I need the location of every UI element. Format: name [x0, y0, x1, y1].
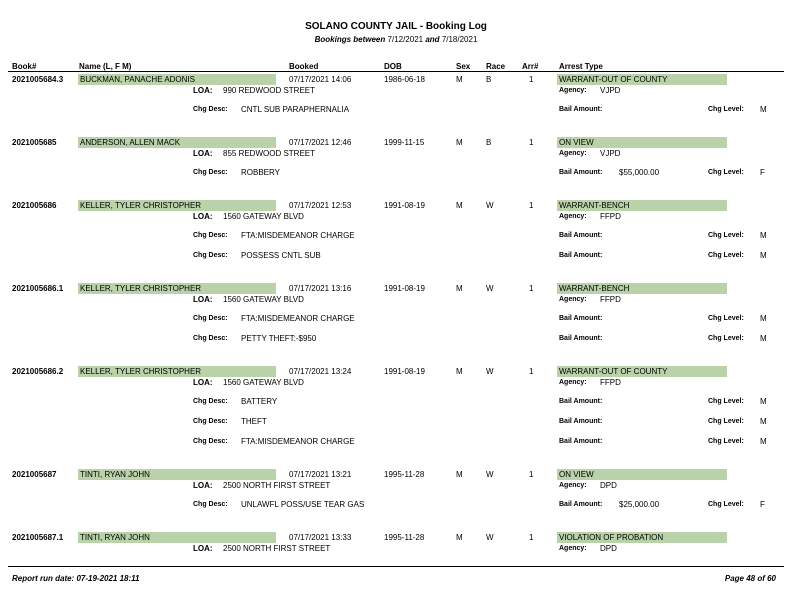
column-header-race: Race: [486, 62, 506, 71]
date-of-birth: 1991-08-19: [384, 284, 425, 293]
charge-description: FTA:MISDEMEANOR CHARGE: [241, 314, 355, 323]
charge-desc-label: Chg Desc:: [193, 315, 228, 322]
charge-desc-label: Chg Desc:: [193, 169, 228, 176]
bail-amount-label: Bail Amount:: [559, 398, 603, 405]
charge-level: M: [760, 417, 767, 426]
charge-level-label: Chg Level:: [708, 106, 744, 113]
charge-level-label: Chg Level:: [708, 398, 744, 405]
bail-amount-label: Bail Amount:: [559, 418, 603, 425]
report-run-date: Report run date: 07-19-2021 18:11: [12, 574, 140, 583]
sex: M: [456, 138, 463, 147]
loa-label: LOA:: [193, 481, 213, 490]
column-header-name: Name (L, F M): [79, 62, 132, 71]
loa-label: LOA:: [193, 295, 213, 304]
charge-description: CNTL SUB PARAPHERNALIA: [241, 105, 350, 114]
agency: DPD: [600, 481, 617, 490]
charge-description: POSSESS CNTL SUB: [241, 251, 321, 260]
sex: M: [456, 533, 463, 542]
loa-label: LOA:: [193, 86, 213, 95]
race: W: [486, 367, 494, 376]
agency: DPD: [600, 544, 617, 553]
column-header-arrest-type: Arrest Type: [559, 62, 603, 71]
bail-amount-label: Bail Amount:: [559, 438, 603, 445]
inmate-name: BUCKMAN, PANACHE ADONIS: [80, 75, 195, 84]
agency-label: Agency:: [559, 87, 587, 94]
charge-description: UNLAWFL POSS/USE TEAR GAS: [241, 500, 365, 509]
charge-level: M: [760, 251, 767, 260]
charge-level-label: Chg Level:: [708, 438, 744, 445]
charge-desc-label: Chg Desc:: [193, 418, 228, 425]
charge-level: M: [760, 397, 767, 406]
sex: M: [456, 284, 463, 293]
arrest-type: WARRANT-OUT OF COUNTY: [559, 367, 668, 376]
charge-level: M: [760, 105, 767, 114]
agency-label: Agency:: [559, 213, 587, 220]
booked-datetime: 07/17/2021 12:53: [289, 201, 352, 210]
bail-amount-label: Bail Amount:: [559, 232, 603, 239]
booked-datetime: 07/17/2021 14:06: [289, 75, 352, 84]
bail-amount-label: Bail Amount:: [559, 106, 603, 113]
book-number: 2021005684.3: [12, 75, 64, 84]
loa-address: 1560 GATEWAY BLVD: [223, 212, 304, 221]
charge-level-label: Chg Level:: [708, 501, 744, 508]
agency-label: Agency:: [559, 379, 587, 386]
footer-rule: [8, 566, 784, 567]
inmate-name: TINTI, RYAN JOHN: [80, 470, 150, 479]
subtitle-and: and: [425, 35, 440, 44]
book-number: 2021005686: [12, 201, 57, 210]
charge-level-label: Chg Level:: [708, 169, 744, 176]
charge-description: PETTY THEFT:-$950: [241, 334, 317, 343]
date-of-birth: 1995-11-28: [384, 533, 425, 542]
report-title: SOLANO COUNTY JAIL - Booking Log: [305, 21, 487, 32]
arrest-number: 1: [529, 75, 534, 84]
arrest-number: 1: [529, 470, 534, 479]
date-of-birth: 1991-08-19: [384, 367, 425, 376]
agency-label: Agency:: [559, 150, 587, 157]
agency-label: Agency:: [559, 545, 587, 552]
bail-amount: $25,000.00: [619, 500, 660, 509]
charge-level: M: [760, 314, 767, 323]
charge-desc-label: Chg Desc:: [193, 438, 228, 445]
loa-label: LOA:: [193, 149, 213, 158]
charge-level: F: [760, 168, 765, 177]
sex: M: [456, 75, 463, 84]
agency-label: Agency:: [559, 296, 587, 303]
booked-datetime: 07/17/2021 13:24: [289, 367, 352, 376]
charge-desc-label: Chg Desc:: [193, 398, 228, 405]
charge-level: F: [760, 500, 765, 509]
loa-address: 855 REDWOOD STREET: [223, 149, 316, 158]
book-number: 2021005685: [12, 138, 57, 147]
race: W: [486, 470, 494, 479]
column-header-arr: Arr#: [522, 62, 539, 71]
page-number: Page 48 of 60: [724, 574, 776, 583]
charge-desc-label: Chg Desc:: [193, 252, 228, 259]
sex: M: [456, 470, 463, 479]
agency: FFPD: [600, 378, 621, 387]
bail-amount-label: Bail Amount:: [559, 169, 603, 176]
inmate-name: KELLER, TYLER CHRISTOPHER: [80, 201, 202, 210]
charge-description: THEFT: [241, 417, 267, 426]
charge-description: FTA:MISDEMEANOR CHARGE: [241, 437, 355, 446]
bail-amount-label: Bail Amount:: [559, 252, 603, 259]
date-to: 7/18/2021: [441, 35, 478, 44]
loa-label: LOA:: [193, 212, 213, 221]
charge-level-label: Chg Level:: [708, 252, 744, 259]
date-of-birth: 1986-06-18: [384, 75, 425, 84]
agency: VJPD: [600, 149, 621, 158]
date-of-birth: 1991-08-19: [384, 201, 425, 210]
arrest-type: WARRANT-OUT OF COUNTY: [559, 75, 668, 84]
agency: FFPD: [600, 212, 621, 221]
inmate-name: KELLER, TYLER CHRISTOPHER: [80, 367, 202, 376]
booked-datetime: 07/17/2021 13:21: [289, 470, 352, 479]
charge-description: FTA:MISDEMEANOR CHARGE: [241, 231, 355, 240]
charge-desc-label: Chg Desc:: [193, 106, 228, 113]
race: W: [486, 533, 494, 542]
charge-desc-label: Chg Desc:: [193, 232, 228, 239]
charge-level: M: [760, 334, 767, 343]
arrest-number: 1: [529, 533, 534, 542]
race: B: [486, 75, 492, 84]
inmate-name: TINTI, RYAN JOHN: [80, 533, 150, 542]
column-header-booked: Booked: [289, 62, 319, 71]
arrest-number: 1: [529, 201, 534, 210]
date-of-birth: 1995-11-28: [384, 470, 425, 479]
book-number: 2021005686.2: [12, 367, 64, 376]
loa-address: 1560 GATEWAY BLVD: [223, 295, 304, 304]
column-header-sex: Sex: [456, 62, 471, 71]
race: B: [486, 138, 492, 147]
bail-amount-label: Bail Amount:: [559, 335, 603, 342]
arrest-type: ON VIEW: [559, 138, 594, 147]
agency-label: Agency:: [559, 482, 587, 489]
book-number: 2021005687.1: [12, 533, 64, 542]
column-header-book: Book#: [12, 62, 37, 71]
sex: M: [456, 201, 463, 210]
loa-address: 2500 NORTH FIRST STREET: [223, 481, 331, 490]
booked-datetime: 07/17/2021 12:46: [289, 138, 352, 147]
loa-label: LOA:: [193, 378, 213, 387]
column-header-dob: DOB: [384, 62, 402, 71]
race: W: [486, 201, 494, 210]
subtitle-prefix: Bookings between: [314, 35, 386, 44]
loa-address: 990 REDWOOD STREET: [223, 86, 316, 95]
date-of-birth: 1999-11-15: [384, 138, 425, 147]
charge-level: M: [760, 437, 767, 446]
arrest-type: VIOLATION OF PROBATION: [559, 533, 664, 542]
agency: FFPD: [600, 295, 621, 304]
charge-description: ROBBERY: [241, 168, 280, 177]
header-rule: [8, 71, 784, 72]
inmate-name: KELLER, TYLER CHRISTOPHER: [80, 284, 202, 293]
agency: VJPD: [600, 86, 621, 95]
bail-amount-label: Bail Amount:: [559, 315, 603, 322]
arrest-type: ON VIEW: [559, 470, 594, 479]
bail-amount: $55,000.00: [619, 168, 660, 177]
charge-level: M: [760, 231, 767, 240]
book-number: 2021005686.1: [12, 284, 64, 293]
loa-address: 2500 NORTH FIRST STREET: [223, 544, 331, 553]
arrest-number: 1: [529, 367, 534, 376]
charge-level-label: Chg Level:: [708, 315, 744, 322]
booked-datetime: 07/17/2021 13:16: [289, 284, 352, 293]
charge-level-label: Chg Level:: [708, 418, 744, 425]
loa-address: 1560 GATEWAY BLVD: [223, 378, 304, 387]
charge-level-label: Chg Level:: [708, 232, 744, 239]
arrest-number: 1: [529, 138, 534, 147]
race: W: [486, 284, 494, 293]
sex: M: [456, 367, 463, 376]
arrest-number: 1: [529, 284, 534, 293]
loa-label: LOA:: [193, 544, 213, 553]
charge-desc-label: Chg Desc:: [193, 501, 228, 508]
booked-datetime: 07/17/2021 13:33: [289, 533, 352, 542]
bail-amount-label: Bail Amount:: [559, 501, 603, 508]
inmate-name: ANDERSON, ALLEN MACK: [80, 138, 181, 147]
charge-description: BATTERY: [241, 397, 278, 406]
arrest-type: WARRANT-BENCH: [559, 284, 630, 293]
date-from: 7/12/2021: [387, 35, 424, 44]
charge-level-label: Chg Level:: [708, 335, 744, 342]
report-subtitle: [0, 35, 792, 44]
arrest-type: WARRANT-BENCH: [559, 201, 630, 210]
book-number: 2021005687: [12, 470, 57, 479]
charge-desc-label: Chg Desc:: [193, 335, 228, 342]
